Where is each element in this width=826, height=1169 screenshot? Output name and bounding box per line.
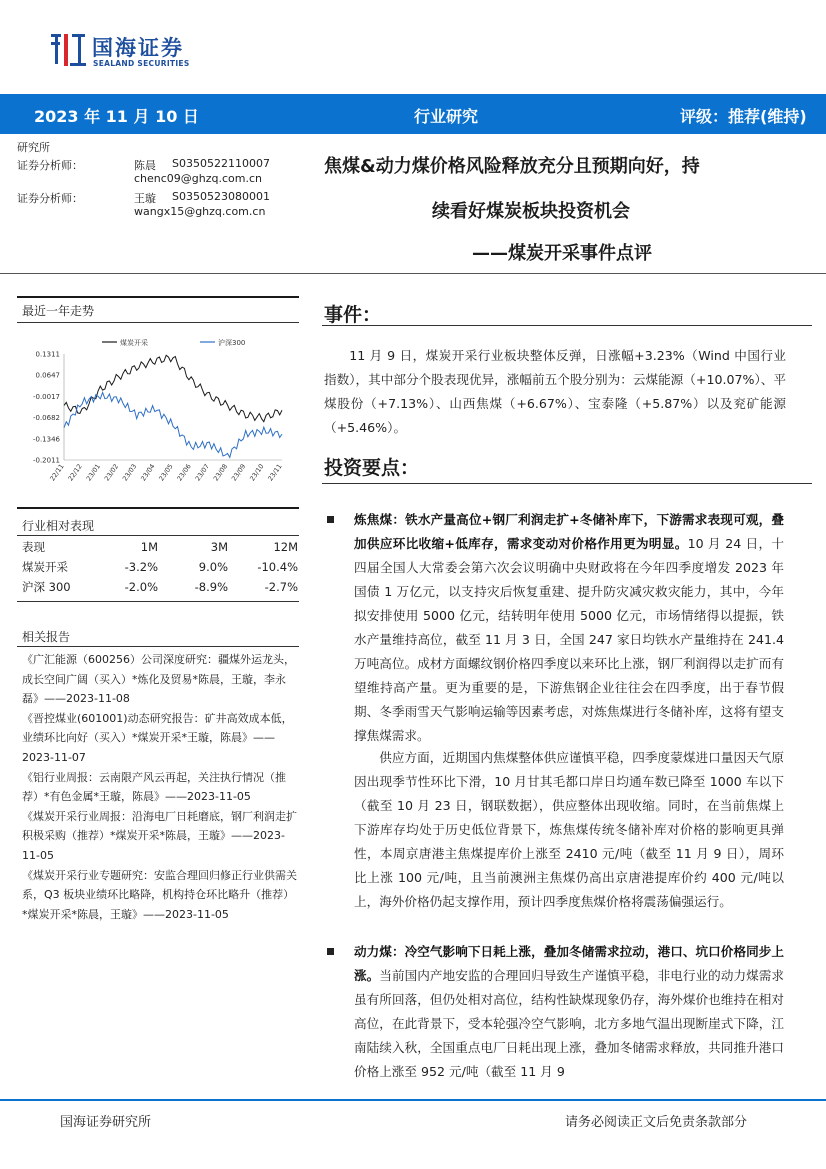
x-tick-label: 23/07 <box>193 462 211 483</box>
analyst-1-name: 陈晨 <box>134 159 156 172</box>
footer-rule <box>0 1099 826 1101</box>
x-tick-label: 22/12 <box>66 462 84 483</box>
bullet-icon <box>327 516 334 523</box>
bullet-icon <box>327 948 334 955</box>
perf-cell: -3.2% <box>124 560 158 574</box>
perf-header-row <box>22 537 298 557</box>
event-text: 11 月 9 日，煤炭开采行业板块整体反弹，日涨幅+3.23%（Wind 中国行业指数），其中部分个股表现优异，涨幅前五个股分别为：云煤能源（+10.07%）、平煤股份（+7.13%）、山西焦煤（+6.67%）、宝泰隆（+5.87%）以及兖矿能源（+5.46%）。 <box>324 348 786 435</box>
y-tick-label: -0.2011 <box>32 456 60 465</box>
table-row <box>22 577 298 597</box>
report-title-line1: 焦煤&动力煤价格风险释放充分且预期向好，持 <box>324 156 700 177</box>
perf-col-header: 12M <box>273 540 298 554</box>
analyst-1-cert: S0350522110007 <box>172 157 270 170</box>
x-tick-label: 23/11 <box>266 462 284 483</box>
performance-table <box>22 537 298 597</box>
brand-name-cn: 国海证券 <box>92 36 184 60</box>
point-coking-coal-lead: 炼焦煤：铁水产量高位+钢厂利润走扩+冬储补库下，下游需求表现可观，叠加供应环比收缩+低库存，需求变动对价格作用更为明显。 <box>354 512 784 551</box>
points-heading-rule <box>322 483 812 484</box>
research-dept: 研究所 <box>17 141 50 154</box>
event-heading: 事件： <box>324 304 382 326</box>
points-heading: 投资要点： <box>324 457 420 479</box>
related-heading: 相关报告 <box>22 630 71 644</box>
x-tick-label: 22/11 <box>48 462 66 483</box>
perf-cell: -8.9% <box>194 580 228 594</box>
analyst-2-email[interactable]: wangx15@ghzq.com.cn <box>134 205 266 218</box>
list-item[interactable]: 《广汇能源（600256）公司深度研究：疆煤外运龙头，成长空间广阔（买入）*炼化及贸易*陈晨，王璇，李永磊》——2023-11-08 <box>22 653 295 706</box>
point-supply-text: 供应方面，近期国内焦煤整体供应谨慎平稳，四季度蒙煤进口量因天气原因出现季节性环比下滑，10 月甘其毛都口岸日均通车数已降至 1000 车以下（截至 10 月 23 日，钢联数据），供应整体出现收缩。同时，在当前焦煤上下游库存均处于历史低位背景下，炼焦煤传统冬储补库对价格的影响更具弹性，本周京唐港主焦煤提库价上涨至 2410 元/吨（截至 11 月 9 日），周环比上涨 100 元/吨，且当前澳洲主焦煤仍高出京唐港提库价约 400 元/吨以上，海外价格仍起支撑作用，预计四季度焦煤价格将震荡偏强运行。 <box>354 750 784 909</box>
point-thermal-coal <box>354 940 784 1084</box>
point-coking-coal <box>354 508 784 748</box>
x-tick-label: 23/08 <box>211 462 230 483</box>
report-banner <box>0 94 826 134</box>
y-tick-label: -0.0682 <box>32 414 60 423</box>
x-tick-label: 23/10 <box>248 462 266 483</box>
legend-coal-label: 煤炭开采 <box>120 339 148 347</box>
point-thermal-coal-lead: 动力煤：冷空气影响下日耗上涨，叠加冬储需求拉动，港口、坑口价格同步上涨。 <box>354 944 784 983</box>
perf-col-header: 表现 <box>22 540 45 554</box>
report-type: 行业研究 <box>414 107 479 126</box>
report-title-line2: 续看好煤炭板块投资机会 <box>432 201 630 222</box>
analyst-1-email[interactable]: chenc09@ghzq.com.cn <box>134 172 263 185</box>
perf-cell: 9.0% <box>198 560 228 574</box>
x-tick-label: 23/06 <box>175 462 193 483</box>
perf-cell: 沪深 300 <box>22 580 71 594</box>
trend-heading: 最近一年走势 <box>22 304 95 318</box>
sealand-logo-icon <box>48 30 88 70</box>
list-item[interactable]: 《铝行业周报：云南限产风云再起，关注执行情况（推荐）*有色金属*王璇，陈晨》——2023-11-05 <box>22 770 286 804</box>
x-tick-label: 23/09 <box>230 462 248 483</box>
y-tick-label: -0.0017 <box>32 392 60 401</box>
footer-disclaimer[interactable]: 请务必阅读正文后免责条款部分 <box>565 1115 748 1130</box>
list-item[interactable]: 《煤炭开采行业专题研究：安监合理回归修正行业供需关系，Q3 板块业绩环比略降，机构持仓环比略升（推荐）*煤炭开采*陈晨，王璇》——2023-11-05 <box>22 868 297 921</box>
related-heading-rule <box>17 646 299 647</box>
analyst-2-role: 证券分析师： <box>17 192 83 205</box>
report-date: 2023 年 11 月 10 日 <box>34 107 199 126</box>
x-tick-label: 23/02 <box>102 462 121 483</box>
point-thermal-coal-text: 当前国内产地安监的合理回归导致生产谨慎平稳，非电行业的动力煤需求虽有所回落，但仍处相对高位，结构性缺煤现象仍存，海外煤价也维持在相对高位，在此背景下，受本轮强冷空气影响，北方多地气温出现断崖式下降，江南陆续入秋，全国重点电厂日耗出现上涨，叠加冬储需求释放，共同推升港口价格上涨至 952 元/吨（截至 11 月 9 <box>354 968 785 1079</box>
perf-heading-rule <box>17 535 299 536</box>
perf-cell: -2.0% <box>124 580 158 594</box>
x-tick-label: 23/05 <box>157 462 175 483</box>
trend-heading-rule <box>17 322 299 323</box>
perf-bottom-rule <box>17 601 299 602</box>
perf-cell: -2.7% <box>264 580 298 594</box>
y-tick-label: -0.1346 <box>32 435 60 444</box>
y-tick-label: 0.1311 <box>35 350 60 359</box>
list-item[interactable]: 《煤炭开采行业周报：沿海电厂日耗磨底，钢厂利润走扩积极采购（推荐）*煤炭开采*陈晨，王璇》——2023-11-05 <box>22 809 297 862</box>
brand-logo <box>48 30 218 70</box>
perf-heading: 行业相对表现 <box>22 519 95 533</box>
x-tick-label: 23/01 <box>84 462 102 483</box>
list-item[interactable]: 《晋控煤业(601001)动态研究报告：矿井高效成本低，业绩环比向好（买入）*煤炭开采*王璇，陈晨》——2023-11-07 <box>22 711 293 764</box>
brand-name-en: SEALAND SECURITIES <box>93 59 190 68</box>
report-rating: 评级：推荐(维持) <box>680 107 807 126</box>
perf-cell: -10.4% <box>257 560 298 574</box>
trend-chart <box>20 330 296 500</box>
event-heading-rule <box>322 325 812 326</box>
point-coking-coal-text: 10 月 24 日，十四届全国人大常委会第六次会议明确中央财政将在今年四季度增发 2023 年国债 1 万亿元，以支持灾后恢复重建、提升防灾减灾救灾能力，其中，今年拟安排使用 5000 亿元，结转明年使用 5000 亿元，市场情绪得以提振，铁水产量维持高位，截至 11 月 3 日，全国 247 家日均铁水产量维持在 241.4 万吨高位。成材方面螺纹钢价格四季度以来环比上涨，钢厂利润得以走扩而有望维持高产量。更为重要的是，下游焦钢企业往往会在四季度，出于春节假期、冬季雨雪天气影响运输等因素考虑，对炼焦煤进行冬储补库，这将有望支撑焦煤需求。 <box>354 536 784 743</box>
x-tick-label: 23/03 <box>121 462 139 483</box>
footer-left: 国海证券研究所 <box>60 1115 152 1130</box>
x-tick-label: 23/04 <box>139 462 157 483</box>
perf-col-header: 3M <box>210 540 228 554</box>
title-divider <box>0 273 826 274</box>
report-subtitle: ——煤炭开采事件点评 <box>472 243 652 264</box>
y-tick-label: 0.0647 <box>35 371 60 380</box>
analyst-2-name: 王璇 <box>134 192 156 205</box>
perf-cell: 煤炭开采 <box>22 560 68 574</box>
trend-top-rule <box>17 296 299 298</box>
table-row <box>22 557 298 577</box>
analyst-1-role: 证券分析师： <box>17 159 83 172</box>
legend-hs300-label: 沪深300 <box>218 339 246 347</box>
perf-col-header: 1M <box>140 540 158 554</box>
related-report-list <box>22 650 298 924</box>
perf-top-rule <box>17 507 299 509</box>
analyst-2-cert: S0350523080001 <box>172 190 270 203</box>
